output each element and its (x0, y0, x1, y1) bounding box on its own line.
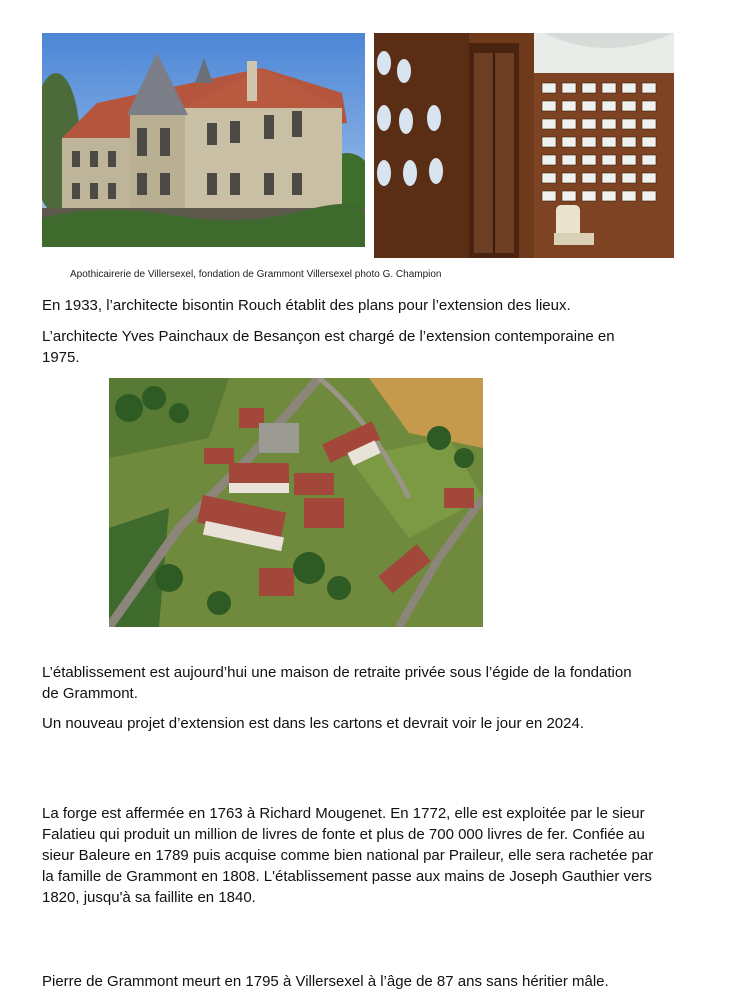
paragraph-maison-retraite (42, 662, 702, 704)
paragraph-forge-line2: Falatieu qui produit un million de livres de fonte et plus de 700 000 livres de fer. Confiée au (42, 826, 645, 843)
paragraph-forge-line4: la famille de Grammont en 1808. L'établissement passe aux mains de Joseph Gauthier vers (42, 868, 652, 885)
paragraph-painchaux-line2: 1975. (42, 349, 80, 366)
aerial-illustration (109, 378, 483, 627)
paragraph-maison-retraite-line1: L’établissement est aujourd’hui une maison de retraite privée sous l’égide de la fondation (42, 664, 632, 681)
paragraph-projet-extension: Un nouveau projet d’extension est dans les cartons et devrait voir le jour en 2024. (42, 715, 584, 732)
paragraph-rouch: En 1933, l’architecte bisontin Rouch établit des plans pour l’extension des lieux. (42, 297, 571, 314)
apothicairerie-illustration (374, 33, 674, 258)
paragraph-forge-line3: sieur Baleure en 1789 puis acquise comme bien national par Praileur, elle sera rachetée par (42, 847, 654, 864)
paragraph-painchaux (42, 326, 702, 368)
paragraph-pierre-de-grammont: Pierre de Grammont meurt en 1795 à Villersexel à l’âge de 87 ans sans héritier mâle. (42, 973, 609, 990)
paragraph-forge-line1: La forge est affermée en 1763 à Richard Mougenet. En 1772, elle est exploitée par le sieur (42, 805, 645, 822)
paragraph-painchaux-line1: L’architecte Yves Painchaux de Besançon est chargé de l’extension contemporaine en (42, 328, 615, 345)
chateau-photo (42, 33, 365, 247)
paragraph-forge (42, 803, 702, 908)
chateau-illustration (42, 33, 365, 247)
paragraph-maison-retraite-line2: de Grammont. (42, 685, 138, 702)
paragraph-forge-line5: 1820, jusqu'à sa faillite en 1840. (42, 889, 256, 906)
photo-caption: Apothicairerie de Villersexel, fondation de Grammont Villersexel photo G. Champion (70, 269, 442, 280)
apothicairerie-photo (374, 33, 674, 258)
aerial-photo (109, 378, 483, 627)
